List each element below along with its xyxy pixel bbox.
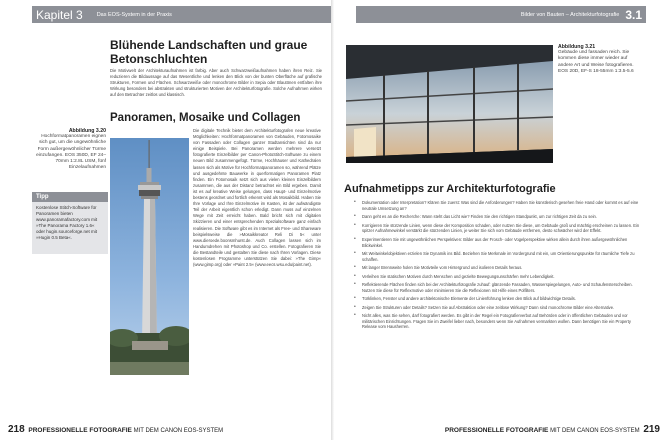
section-heading: Blühende Landschaften und graue Betonschluchten [110,38,308,66]
tips-heading: Aufnahmetipps zur Architekturfotografie [344,183,556,195]
chapter-label: Kapitel 3 [36,7,83,22]
list-item: • Zeigen Sie Strukturen oder Details? Setzen Sie auf Abstraktion oder eine zeitlose Wirkung? Dann sind monochrome Bilder eine Alternative. [354,305,646,311]
figure-number: Abbildung 3.20 [68,128,106,134]
list-item: • Dann geht es an die Recherche: Wann steht das Licht wie? Finden Sie den richtigen Standpunkt, um zur richtigen Zeit da zu sein. [354,214,646,220]
list-item: • Türklinken, Fenster und andere architektonische Elemente der Linienführung lenken den Blick auf bildwichtige Details. [354,296,646,302]
chapter-subtitle: Das EOS-System in der Praxis [96,11,172,18]
list-item: • Verleihen Sie statischen Motiven durch Menschen und gezielte Bewegungsunschärfen mehr Lebendigkeit. [354,274,646,280]
building-photo [346,45,553,163]
list-item: • Mit langer Brennweite holen Sie Motivteile vom Hintergrund und isolieren Details heraus. [354,265,646,271]
tip-box [32,192,108,254]
figure-caption-text: Gebäude und fassaden reich. Sie kommen diese immer wieder auf andere Art und Weise fotografieren. EOS 20D, EF-S 18-55mm 1:3.5-5.6 [558,50,634,74]
list-item: • Korrigieren Sie stürzende Linien, wenn diese der Komposition schaden, oder nutzen Sie diese, um Gebäude groß und mächtig erscheinen zu lassen. Ein spitzer Aufnahmewinkel verstärkt die stürzenden Linien, je weiter Sie sich vom Gebäude entfernen, desto schwächer wird der Effekt. [354,223,646,235]
intro-paragraph: Die Motivwelt der Architekturaufnahmen ist farbig. Aber auch Schwarzweißaufnahmen haben ihren Reiz. Sie reduzieren die Bildaussage auf das Wesentliche und lenken den Blick von der bunten Oberfläche auf grafische Strukturen, Formen und Flächen. Schwarzweiße oder monochrome Bilder in Sepia oder Blautönen entfalten ihre Wirkung besonders bei abstrakten und strukturierten Motiven der Architekturfotografie. Solche Aufnahmen wirken auf den Betrachter zeitlos und klassisch. [110,68,322,98]
running-header-right [356,6,646,23]
running-header-left [32,6,332,23]
subsection-heading: Panoramen, Mosaike und Collagen [110,112,301,124]
tip-title: Tipp [32,192,108,202]
tip-body: Kostenlose Stitch-Software für Panoramen bieten www.panoramafactory.com mit »The Panorama Factory 1.6« oder hugin.sourceforge.net mit »Hugin 0.5 Beta«. [32,202,108,254]
list-item: • Mit Weitwinkelobjektiven erzielen Sie Dynamik ins Bild. Beziehen Sie Merkmale im Vordergrund mit ein, um Orientierungspunkte für räumliche Tiefe zu schaffen. [354,251,646,263]
tv-tower-photo [110,138,189,375]
footer-suffix: MIT DEM CANON EOS-SYSTEM [550,428,640,434]
figure-caption-3-21 [558,44,638,75]
footer-brand: PROFESSIONELLE FOTOGRAFIE [28,427,132,434]
footer-suffix: MIT DEM CANON EOS-SYSTEM [133,428,224,434]
figure-caption-3-20 [32,128,106,171]
list-item: • Experimentieren Sie mit ungewöhnlichen Perspektiven: Bilder aus der Frosch- oder Vogelperspektive wirken allein durch ihren außergewöhnlichen Blickwinkel. [354,237,646,249]
list-item: • Nicht alles, was Sie sehen, darf fotografiert werden. Es gibt in der Regel ein Fotografierverbot auf Behörden oder in öffentlichen Gebäuden und vor militärischen Einrichtungen. Fragen Sie im Zweifel lieber nach, besonders wenn Sie Aufnahmen vermarkten wollen. Dann benötigen Sie ein Property Release vom Hausherren. [354,313,646,330]
section-subtitle: Bilder von Bauten – Architekturfotografie [520,11,620,18]
tips-list [354,200,646,333]
figure-caption-text: Hochformatpanoramen eignen sich gut, um die ungewöhnliche Form außergewöhnlicher Türme einzufangen. EOS 350D, EF 24–70mm 1:2.8L USM, fünf Einzelaufnahmen [36,134,106,171]
footer-right [445,424,662,435]
page-number: 218 [8,424,25,435]
footer-left [6,424,223,435]
page-number: 219 [643,424,660,435]
body-column: Die digitale Technik bietet dem Architekturfotografen neue kreative Möglichkeiten: Hochformatpanoramen von Gebäuden, Fotomosaike von Fassaden oder Collagen ganzer Stadtansichten sind da nur einige Beispiele. Bei Panoramen werden mehrere versetzt fotografierte Einzelbilder per Canon-PhotoStitch-Software zu einem neuen Bild zusammengefügt. Türme, Hochhäuser und Kathedralen lassen sich als Motive für Hochformatpanoramen so, während Plätze und ausgedehnte Bauwerke in querformatigen Panoramen Platz finden. Ein Fotomosaik setzt sich aus vielen kleinen Einzelbildern zusammen, die aus der Distanz betrachtet ein Bild ergeben. Damit ist es auf kreative Weise gelungen, dass Haupt- und Einzelmotive bestens geordnet und fortlich erkennt wird als Mosaikbild. Haben Sie Ihre Vorlage und Ihre Einzelmotive im Kasten, ist der aufwändigste Teil der Arbeit eigentlich schon erledigt. Dann muss auf einzelnen Wege mit Zeit erreicht haben. Bald bricht sich mit digitalen Skizzieren und einer entsprechenden Spezialsoftware ganz einfach realisieren. Die Software gibt es im Internet als Free- und Shareware beispielsweise die »Mosaikkreator Reli Di 5« unter www.dieroede.boonsmhurst.de. Auch Collagen lassen sich im Handumdrehen mit Photoshop und Co. erstellen. Fotografieren Sie die Bestandteile und gestalten Sie diese nach Ihren Vorlagen. Diese kostenlosen Programme unterstützen Sie dabei: »The Gimp« (www.gimp.org) oder »Paint 2.5« (www.eecs.wsu.edu/paint.net). [193,128,321,268]
list-item: • Dokumentation oder Interpretation? Klären Sie zuerst: Was sind die Anforderungen? Haben Sie künstlerisch gesehen freie Hand oder kommt es auf eine neutrale Umsetzung an? [354,200,646,212]
footer-brand: PROFESSIONELLE FOTOGRAFIE [444,427,549,434]
right-page [334,0,668,440]
figure-number: Abbildung 3.21 [558,44,596,50]
list-item: • Reflektierende Flächen finden sich bei der Architekturfotografie zuhauf: glänzende Fassaden, Wasserspiegelungen, Auto- und Schaufensterscheiben. Nutzen Sie diese für Reflexmotive oder minimieren Sie die Reflexionen mit Hilfe eines Polfilters. [354,282,646,294]
section-number: 3.1 [625,7,642,22]
